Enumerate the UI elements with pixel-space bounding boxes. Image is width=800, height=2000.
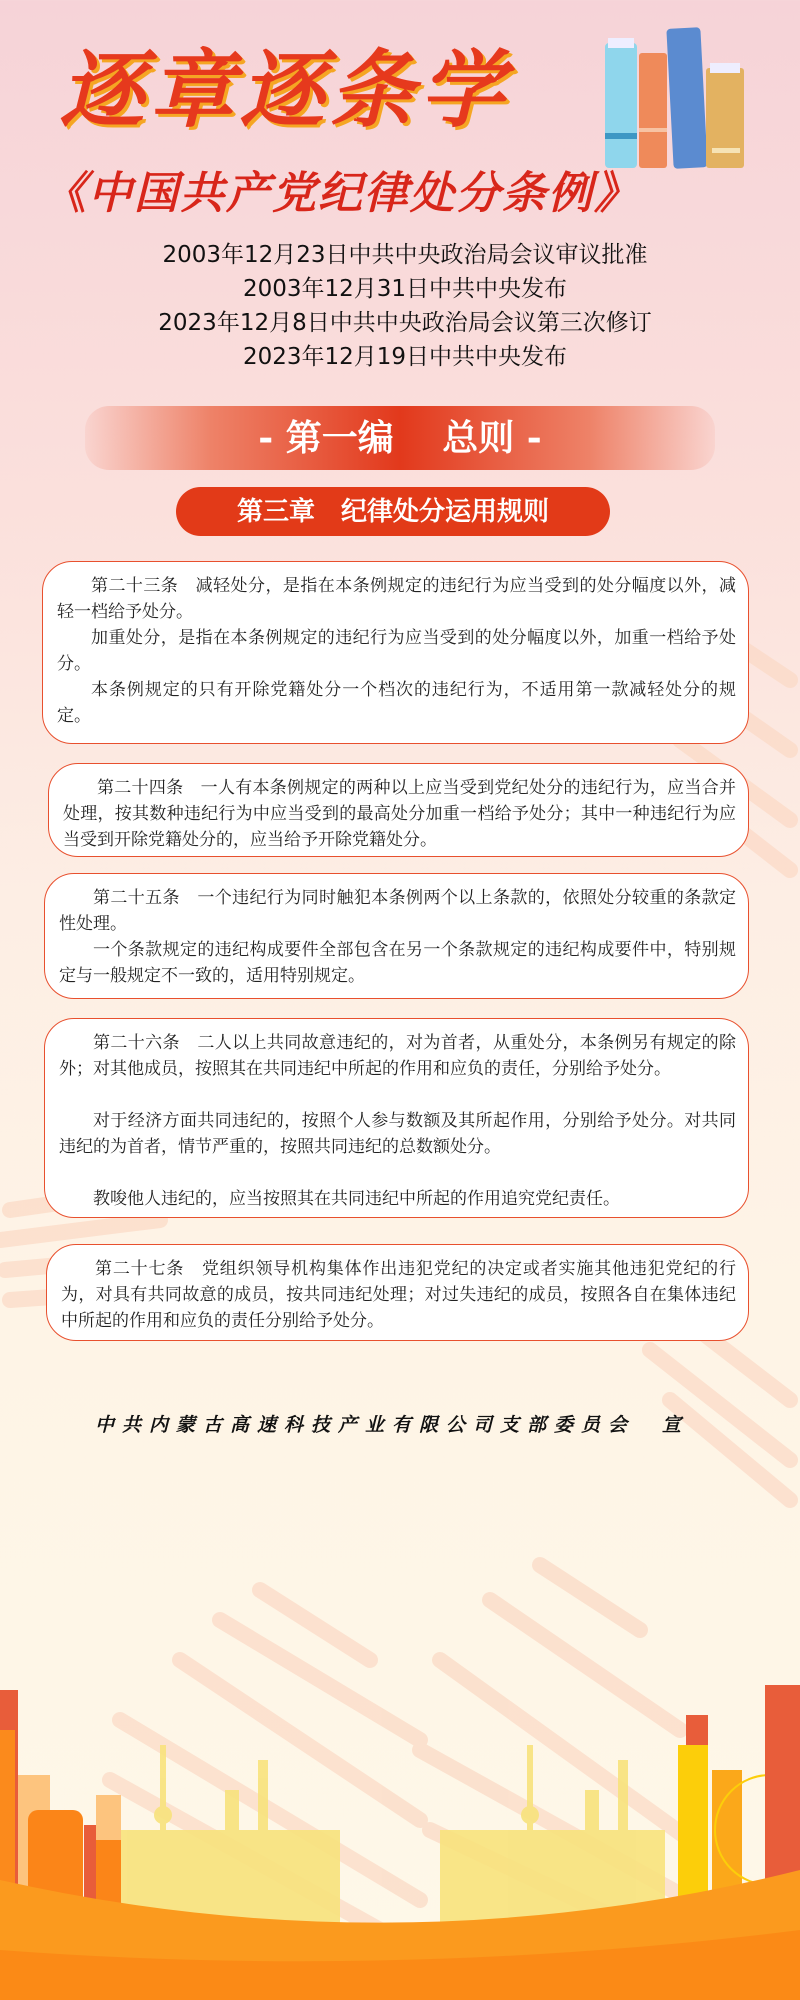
article-paragraph: 第二十五条 一个违纪行为同时触犯本条例两个以上条款的，依照处分较重的条款定性处理。 bbox=[59, 888, 736, 934]
article-card bbox=[46, 1244, 749, 1341]
date-list bbox=[0, 238, 800, 374]
regulation-title: 《中国共产党纪律处分条例》 bbox=[42, 168, 640, 219]
article-card bbox=[42, 561, 749, 744]
books-illustration bbox=[600, 18, 750, 173]
article-paragraph: 加重处分，是指在本条例规定的违纪行为应当受到的处分幅度以外，加重一档给予处分。 bbox=[57, 628, 736, 674]
footer-publisher: 中共内蒙古高速科技产业有限公司支部委员会 宣 bbox=[95, 1414, 690, 1436]
chapter-heading bbox=[176, 487, 610, 536]
article-card bbox=[48, 763, 749, 857]
article-card bbox=[44, 873, 749, 999]
article-paragraph: 第二十七条 党组织领导机构集体作出违犯党纪的决定或者实施其他违犯党纪的行为，对具有共同故意的成员，按共同违纪处理；对过失违纪的成员，按照各自在集体违纪中所起的作用和应负的责任分别给予处分。 bbox=[61, 1259, 736, 1331]
article-paragraph: 对于经济方面共同违纪的，按照个人参与数额及其所起作用，分别给予处分。对共同违纪的为首者，情节严重的，按照共同违纪的总数额处分。 bbox=[59, 1111, 736, 1157]
chapter-title: 第三章 纪律处分运用规则 bbox=[236, 496, 549, 527]
city-skyline-illustration bbox=[0, 1680, 800, 2000]
main-title: 逐章逐条学 bbox=[60, 40, 511, 139]
date-line: 2003年12月23日中共中央政治局会议审议批准 bbox=[162, 242, 648, 268]
article-paragraph: 一个条款规定的违纪构成要件全部包含在另一个条款规定的违纪构成要件中，特别规定与一般规定不一致的，适用特别规定。 bbox=[59, 940, 736, 986]
article-paragraph: 本条例规定的只有开除党籍处分一个档次的违纪行为，不适用第一款减轻处分的规定。 bbox=[57, 680, 736, 726]
article-paragraph: 教唆他人违纪的，应当按照其在共同违纪中所起的作用追究党纪责任。 bbox=[93, 1189, 620, 1209]
article-paragraph: 第二十六条 二人以上共同故意违纪的，对为首者，从重处分，本条例另有规定的除外；对其他成员，按照其在共同违纪中所起的作用和应负的责任，分别给予处分。 bbox=[59, 1033, 736, 1079]
date-line: 2003年12月31日中共中央发布 bbox=[242, 276, 568, 302]
part-banner bbox=[85, 406, 715, 470]
part-title: - 第一编 总则 - bbox=[258, 417, 542, 459]
article-paragraph: 第二十三条 减轻处分，是指在本条例规定的违纪行为应当受到的处分幅度以外，减轻一档给予处分。 bbox=[57, 576, 736, 622]
article-paragraph: 第二十四条 一人有本条例规定的两种以上应当受到党纪处分的违纪行为，应当合并处理，按其数种违纪行为中应当受到的最高处分加重一档给予处分；其中一种违纪行为应当受到开除党籍处分的，应当给予开除党籍处分。 bbox=[63, 778, 736, 850]
article-card bbox=[44, 1018, 749, 1218]
date-line: 2023年12月8日中共中央政治局会议第三次修订 bbox=[158, 310, 652, 336]
date-line: 2023年12月19日中共中央发布 bbox=[242, 344, 568, 370]
